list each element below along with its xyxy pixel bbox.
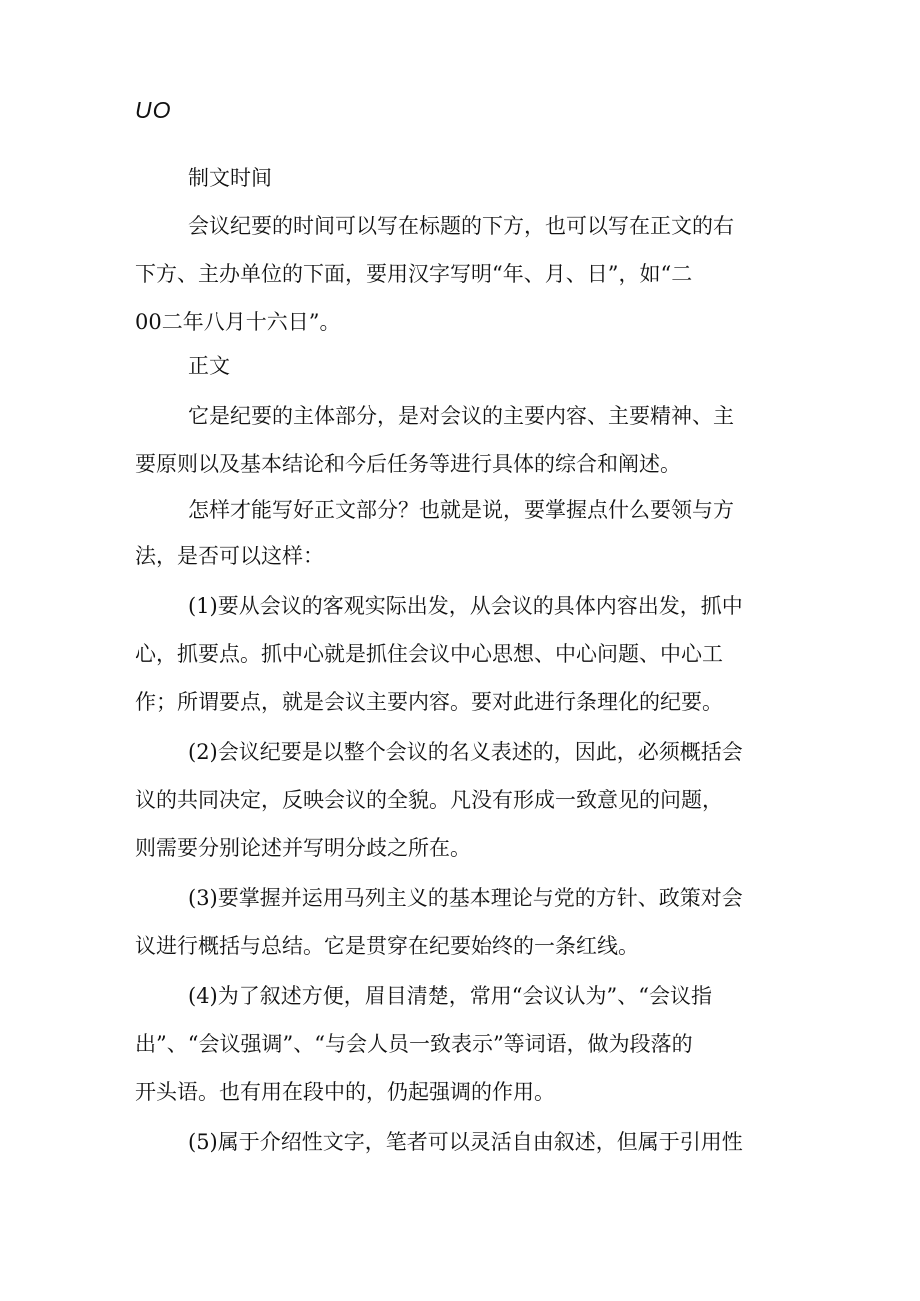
paragraph-line: 要原则以及基本结论和今后任务等进行具体的综合和阐述。 [135, 452, 681, 476]
paragraph-line: 则需要分别论述并写明分歧之所在。 [135, 836, 471, 860]
list-item-2: (2)会议纪要是以整个会议的名义表述的，因此，必须概括会 [188, 740, 743, 764]
list-item-3: (3)要掌握并运用马列主义的基本理论与党的方针、政策对会 [188, 886, 743, 910]
paragraph-line: 会议纪要的时间可以写在标题的下方，也可以写在正文的右 [188, 214, 734, 238]
section-heading-time: 制文时间 [188, 166, 272, 190]
paragraph-line: 出”、“会议强调”、“与会人员一致表示”等词语，做为段落的 [135, 1032, 693, 1056]
paragraph-line: 议的共同决定，反映会议的全貌。凡没有形成一致意见的问题， [135, 788, 723, 812]
paragraph-line: 00二年八月十六日”。 [135, 310, 341, 334]
paragraph-line: 心，抓要点。抓中心就是抓住会议中心思想、中心问题、中心工 [135, 642, 723, 666]
paragraph-line: 议进行概括与总结。它是贯穿在纪要始终的一条红线。 [135, 934, 639, 958]
paragraph-line: 法，是否可以这样： [135, 544, 324, 568]
list-item-4: (4)为了叙述方便，眉目清楚，常用“会议认为”、“会议指 [188, 984, 712, 1008]
paragraph-line: 作；所谓要点，就是会议主要内容。要对此进行条理化的纪要。 [135, 690, 723, 714]
list-item-5: (5)属于介绍性文字，笔者可以灵活自由叙述，但属于引用性 [188, 1130, 743, 1154]
paragraph-line: 怎样才能写好正文部分？也就是说，要掌握点什么要领与方 [188, 498, 734, 522]
paragraph-line: 开头语。也有用在段中的，仍起强调的作用。 [135, 1080, 555, 1104]
paragraph-line: 它是纪要的主体部分，是对会议的主要内容、主要精神、主 [188, 404, 734, 428]
header-mark: UO [135, 97, 172, 123]
section-heading-body: 正文 [188, 354, 230, 378]
paragraph-line: 下方、主办单位的下面，要用汉字写明“年、月、日”，如“二 [135, 262, 693, 286]
list-item-1: (1)要从会议的客观实际出发，从会议的具体内容出发，抓中 [188, 594, 743, 618]
